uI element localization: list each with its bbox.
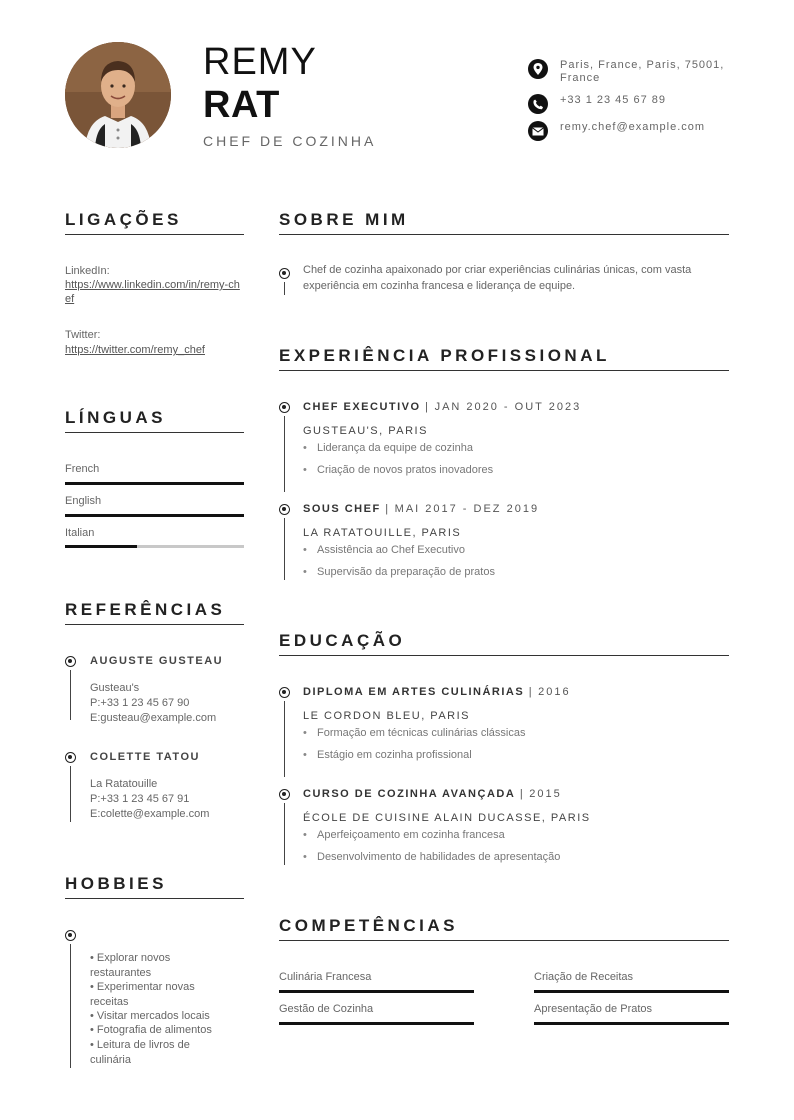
education-bullet: • Estágio em cozinha profissional: [303, 749, 472, 761]
experience-role: SOUS CHEF: [303, 503, 381, 515]
title-separator: |: [528, 686, 534, 698]
education-heading: EDUCAÇÃO: [279, 631, 406, 650]
experience-bullet: • Criação de novos pratos inovadores: [303, 464, 494, 476]
last-name: RAT: [203, 84, 280, 126]
education-title: [303, 686, 571, 698]
timeline-dot-icon: [65, 656, 76, 667]
address-text: Paris, France, Paris, 75001, France: [560, 59, 725, 84]
hobby-item: • Experimentar novas receitas: [90, 981, 195, 1008]
education-year: 2016: [538, 686, 571, 698]
timeline-line: [284, 282, 285, 295]
language-bar-italian: [65, 545, 244, 548]
about-rule: [279, 234, 729, 235]
skill-bar: [534, 990, 729, 993]
hobby-item: • Leitura de livros de culinária: [90, 1039, 190, 1066]
language-bar-fill: [65, 482, 244, 485]
skill-label: Criação de Receitas: [534, 971, 634, 983]
links-heading: LIGAÇÕES: [65, 210, 182, 229]
experience-heading: EXPERIÊNCIA PROFISSIONAL: [279, 346, 610, 365]
title-separator: |: [385, 503, 391, 515]
language-italian: Italian: [65, 527, 95, 539]
phone-text: +33 1 23 45 67 89: [560, 94, 666, 106]
timeline-dot-icon: [279, 789, 290, 800]
bullet-text: Aperfeiçoamento em cozinha francesa: [317, 829, 505, 841]
bullet-text: Criação de novos pratos inovadores: [317, 464, 494, 476]
timeline-line: [284, 701, 285, 777]
language-english: English: [65, 495, 102, 507]
skill-bar: [279, 1022, 474, 1025]
profile-photo: [65, 42, 171, 148]
contact-address: [528, 59, 728, 85]
timeline-line: [70, 670, 71, 720]
phone-icon: [528, 94, 548, 114]
education-title: [303, 788, 562, 800]
linkedin-link[interactable]: https://www.linkedin.com/in/remy-chef: [65, 279, 240, 305]
timeline-line: [284, 518, 285, 580]
education-bullet: • Formação em técnicas culinárias clássicas: [303, 727, 526, 739]
hobby-item: • Fotografia de alimentos: [90, 1024, 212, 1036]
education-year: 2015: [529, 788, 562, 800]
languages-rule: [65, 432, 244, 433]
reference-phone: P:+33 1 23 45 67 90: [90, 697, 190, 709]
language-bar-french: [65, 482, 244, 485]
hobbies-rule: [65, 898, 244, 899]
timeline-dot-icon: [279, 402, 290, 413]
twitter-link[interactable]: https://twitter.com/remy_chef: [65, 344, 205, 356]
timeline-line: [70, 766, 71, 822]
experience-org: GUSTEAU'S, PARIS: [303, 425, 428, 437]
reference-name: AUGUSTE GUSTEAU: [90, 655, 224, 667]
timeline-dot-icon: [279, 504, 290, 515]
timeline-dot-icon: [279, 268, 290, 279]
bullet-text: Assistência ao Chef Executivo: [317, 544, 465, 556]
reference-company: Gusteau's: [90, 682, 140, 694]
education-bullet: • Aperfeiçoamento em cozinha francesa: [303, 829, 505, 841]
reference-email: E:colette@example.com: [90, 808, 210, 820]
experience-org: LA RATATOUILLE, PARIS: [303, 527, 462, 539]
experience-bullet: • Supervisão da preparação de pratos: [303, 566, 495, 578]
first-name: REMY: [203, 41, 317, 83]
education-rule: [279, 655, 729, 656]
contact-email: [528, 121, 728, 141]
bullet-text: Formação em técnicas culinárias clássicas: [317, 727, 526, 739]
experience-bullet: • Assistência ao Chef Executivo: [303, 544, 465, 556]
bullet-text: Estágio em cozinha profissional: [317, 749, 472, 761]
experience-role: CHEF EXECUTIVO: [303, 401, 421, 413]
language-bar-fill: [65, 514, 244, 517]
language-bar-fill: [65, 545, 137, 548]
skill-label: Gestão de Cozinha: [279, 1003, 374, 1015]
skill-bar: [279, 990, 474, 993]
envelope-icon: [528, 121, 548, 141]
experience-dates: JAN 2020 - OUT 2023: [434, 401, 582, 413]
timeline-dot-icon: [65, 930, 76, 941]
title-separator: |: [519, 788, 525, 800]
timeline-line: [284, 416, 285, 492]
reference-company: La Ratatouille: [90, 778, 158, 790]
education-school: ÉCOLE DE CUISINE ALAIN DUCASSE, PARIS: [303, 812, 591, 824]
skill-bar: [534, 1022, 729, 1025]
contact-phone: [528, 94, 728, 114]
experience-title: [303, 401, 581, 413]
title-separator: |: [425, 401, 430, 413]
experience-title: [303, 503, 539, 515]
languages-heading: LÍNGUAS: [65, 408, 166, 427]
references-rule: [65, 624, 244, 625]
education-school: LE CORDON BLEU, PARIS: [303, 710, 470, 722]
bullet-text: Desenvolvimento de habilidades de apresentação: [317, 851, 561, 863]
timeline-dot-icon: [65, 752, 76, 763]
links-rule: [65, 234, 244, 235]
hobbies-heading: HOBBIES: [65, 874, 167, 893]
timeline-line: [284, 803, 285, 865]
reference-phone: P:+33 1 23 45 67 91: [90, 793, 190, 805]
timeline-line: [70, 944, 71, 1068]
experience-bullet: • Liderança da equipe de cozinha: [303, 442, 473, 454]
reference-email: E:gusteau@example.com: [90, 712, 217, 724]
timeline-dot-icon: [279, 687, 290, 698]
reference-name: COLETTE TATOU: [90, 751, 200, 763]
job-title: CHEF DE COZINHA: [203, 133, 377, 149]
experience-rule: [279, 370, 729, 371]
skill-label: Apresentação de Pratos: [534, 1003, 653, 1015]
education-degree: CURSO DE COZINHA AVANÇADA: [303, 788, 516, 800]
education-degree: DIPLOMA EM ARTES CULINÁRIAS: [303, 686, 525, 698]
skills-rule: [279, 940, 729, 941]
linkedin-label: LinkedIn:: [65, 265, 110, 277]
hobby-item: • Visitar mercados locais: [90, 1010, 210, 1022]
twitter-label: Twitter:: [65, 329, 101, 341]
experience-dates: MAI 2017 - DEZ 2019: [394, 503, 540, 515]
about-heading: SOBRE MIM: [279, 210, 409, 229]
language-french: French: [65, 463, 100, 475]
about-text: Chef de cozinha apaixonado por criar experiências culinárias únicas, com vasta experiência em cozinha francesa e liderança de equipe.: [303, 264, 692, 292]
hobby-item: • Explorar novos restaurantes: [90, 952, 171, 979]
references-heading: REFERÊNCIAS: [65, 600, 226, 619]
bullet-text: Supervisão da preparação de pratos: [317, 566, 495, 578]
language-bar-english: [65, 514, 244, 517]
skills-heading: COMPETÊNCIAS: [279, 916, 458, 935]
bullet-text: Liderança da equipe de cozinha: [317, 442, 473, 454]
education-bullet: • Desenvolvimento de habilidades de apresentação: [303, 851, 561, 863]
map-pin-icon: [528, 59, 548, 79]
email-text: remy.chef@example.com: [560, 121, 706, 133]
skill-label: Culinária Francesa: [279, 971, 372, 983]
